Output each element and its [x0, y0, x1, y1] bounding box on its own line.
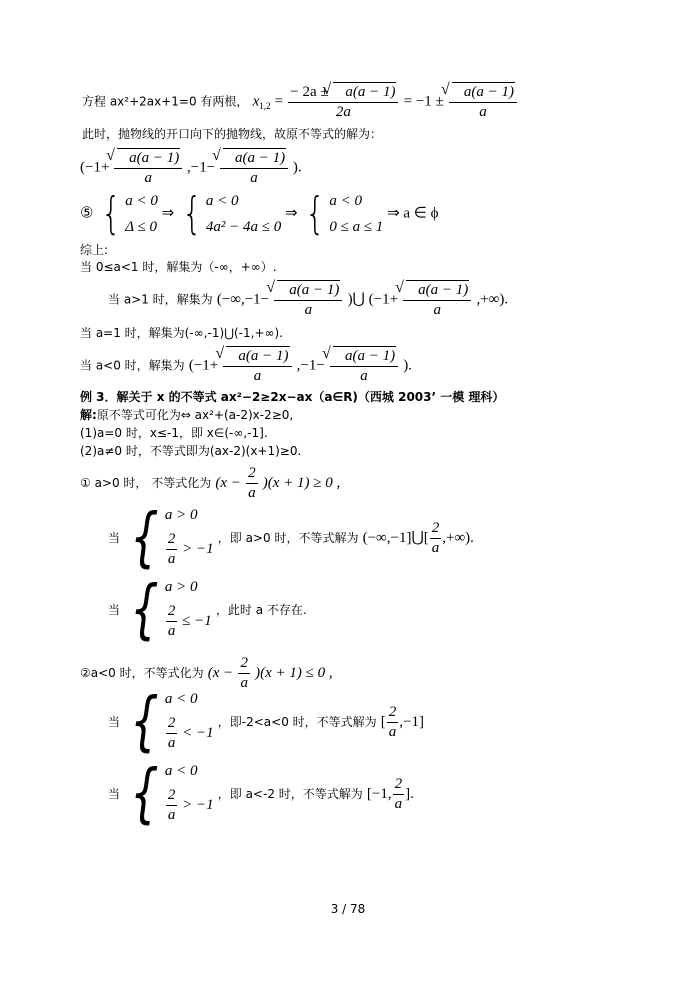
text: ]. [405, 786, 414, 802]
system-1: { a < 0 Δ ≤ 0 [101, 188, 158, 239]
text: (−∞,−1]⋃[ [362, 530, 429, 546]
text: ，即-2<a<0 时，不等式解为 [217, 715, 377, 729]
page-number: 3 / 78 [330, 902, 366, 916]
text: )⋃ (−1+ [347, 291, 399, 308]
row: a < 0 [205, 193, 239, 209]
text: ). [403, 357, 412, 374]
text: ① a>0 时， 不等式化为 [80, 476, 212, 490]
den: a [167, 735, 176, 751]
row: > −1 [182, 796, 214, 813]
num: 2 [166, 714, 178, 734]
fraction [403, 280, 471, 320]
sub: 1,2 [259, 101, 271, 112]
text: ，即 a>0 时，不等式解为 [217, 531, 359, 545]
row: a < 0 [125, 193, 158, 209]
line-solution-interval [80, 148, 302, 188]
system-3: { a < 0 0 ≤ a ≤ 1 [305, 188, 384, 239]
num: 2 [166, 530, 178, 550]
den: a [431, 539, 440, 556]
line-case-0-1: 当 0≤a<1 时，解集为（-∞，+∞）. [80, 260, 277, 274]
fraction [274, 280, 342, 320]
row: a < 0 [329, 193, 362, 209]
text: 原不等式可化为⇔ ax²+(a-2)x-2≥0, [96, 408, 294, 422]
row: 4a² − 4a ≤ 0 [205, 219, 282, 235]
eq: = [274, 93, 284, 110]
fraction [288, 82, 398, 122]
num: 2 [430, 519, 442, 539]
row: 0 ≤ a ≤ 1 [329, 219, 384, 235]
text: 当 [108, 787, 121, 801]
den: a [433, 302, 441, 318]
text: (x − [215, 475, 241, 491]
fraction [330, 346, 398, 386]
den: a [167, 551, 176, 567]
den: a [250, 170, 258, 186]
row: a < 0 [164, 763, 198, 779]
row: < −1 [182, 724, 214, 741]
system: { a < 0 $\frac{2}{a}$ > −1 [130, 757, 214, 831]
num: 2 [246, 464, 258, 484]
row: Δ ≤ 0 [125, 219, 157, 235]
result: ⇒ a ∈ ϕ [387, 205, 439, 222]
radical: √ a(a − 1) [333, 346, 396, 366]
num: 2 [393, 775, 405, 795]
circled-5: ⑤ [80, 205, 94, 222]
text: 当 a>1 时，解集为 [108, 292, 213, 307]
line-summary: 综上: [80, 243, 109, 257]
text: 当 [108, 531, 121, 545]
system: { a < 0 $\frac{2}{a}$ < −1 [130, 685, 214, 759]
system: { a > 0 $\frac{2}{a}$ > −1 [130, 501, 214, 575]
text: 当 [108, 715, 121, 729]
text: ,+∞). [442, 530, 474, 546]
radical: √ a(a − 1) [277, 280, 340, 300]
system-2: { a < 0 4a² − 4a ≤ 0 [182, 188, 282, 239]
fraction [449, 82, 517, 122]
den: a [167, 807, 176, 823]
den: a [167, 623, 176, 639]
text: (x − [207, 665, 234, 681]
radical: √ a(a − 1) [117, 148, 180, 168]
fraction [393, 775, 405, 814]
eq: = −1 ± [403, 93, 444, 110]
row: a > 0 [164, 579, 198, 595]
implies: ⇒ [161, 205, 175, 222]
line-solve [80, 407, 293, 423]
text: )(x + 1) ≥ 0 , [262, 475, 341, 491]
system: { a > 0 $\frac{2}{a}$ ≤ −1 [130, 573, 212, 647]
den: a [388, 723, 397, 740]
fraction [220, 148, 288, 188]
row: > −1 [182, 540, 214, 557]
line-a-gt-0 [80, 464, 340, 503]
den: a [248, 485, 256, 501]
text: ,−1− [187, 159, 216, 176]
text: ，即 a<-2 时，不等式解为 [217, 787, 363, 801]
case-block-3 [108, 685, 425, 759]
den: a [304, 302, 313, 318]
row: ≤ −1 [182, 612, 212, 629]
radical: √ a(a − 1) [333, 82, 396, 102]
den: a [253, 368, 262, 384]
line-roots [82, 82, 518, 122]
text: (−1+ [188, 357, 219, 374]
text: ②a<0 时，不等式化为 [80, 666, 204, 680]
text: 当 [108, 603, 121, 617]
num: 2 [238, 654, 250, 674]
num: 2 [166, 786, 178, 806]
case-block-2 [108, 573, 307, 647]
fraction [387, 703, 399, 742]
text: 方程 ax²+2ax+1=0 有两根， [82, 94, 249, 109]
fraction [246, 464, 258, 503]
case-block-1 [108, 501, 474, 575]
line-a-eq-0: (1)a=0 时，x≤-1，即 x∈(-∞,-1]. [80, 426, 268, 440]
text: ). [292, 159, 302, 176]
num: 2 [166, 602, 178, 622]
radical: √ a(a − 1) [223, 148, 286, 168]
text: 当 a<0 时，解集为 [80, 358, 185, 373]
example-3-title: 例 3．解关于 x 的不等式 ax²−2≥2x−ax（a∈R)（西城 2003’ 一模 理科） [80, 390, 505, 404]
row: a < 0 [164, 691, 198, 707]
var-x: x [252, 93, 260, 110]
num: 2 [387, 703, 399, 723]
den: a [240, 675, 248, 691]
text: (−1+ [80, 159, 110, 176]
implies: ⇒ [285, 205, 298, 222]
fraction [430, 519, 442, 558]
text: ，此时 a 不存在. [215, 603, 307, 617]
text: ,+∞). [476, 291, 509, 308]
den: a [144, 170, 152, 186]
row: a > 0 [164, 507, 198, 523]
fraction [114, 148, 182, 188]
text: )(x + 1) ≤ 0 , [255, 665, 333, 681]
den: a [479, 104, 487, 120]
den: a [360, 368, 368, 384]
line-case-a-lt-0 [80, 346, 412, 386]
fraction [238, 654, 250, 693]
den: 2a [335, 104, 351, 120]
radical: √ a(a − 1) [226, 346, 289, 366]
line-parabola: 此时，抛物线的开口向下的抛物线，故原不等式的解为： [82, 127, 383, 141]
line-a-ne-0: (2)a≠0 时，不等式即为(ax-2)(x+1)≥0. [80, 444, 302, 458]
text: ,−1] [399, 714, 425, 730]
text: ,−1− [296, 357, 325, 374]
fraction [223, 346, 291, 386]
radical: √ a(a − 1) [452, 82, 515, 102]
num: − 2a ± [290, 84, 329, 100]
radical: √ a(a − 1) [406, 280, 469, 300]
line-case-a-gt-1 [108, 280, 508, 320]
line-case5 [80, 188, 439, 239]
den: a [394, 795, 403, 812]
line-case-a-eq-1: 当 a=1 时，解集为(-∞,-1)⋃(-1,+∞). [80, 326, 283, 340]
label-solution: 解: [80, 408, 97, 422]
text: [ [380, 714, 386, 730]
text: (−∞,−1− [216, 291, 270, 308]
line-a-lt-0 [80, 654, 333, 693]
text: [−1, [366, 786, 392, 802]
case-block-4 [108, 757, 414, 831]
